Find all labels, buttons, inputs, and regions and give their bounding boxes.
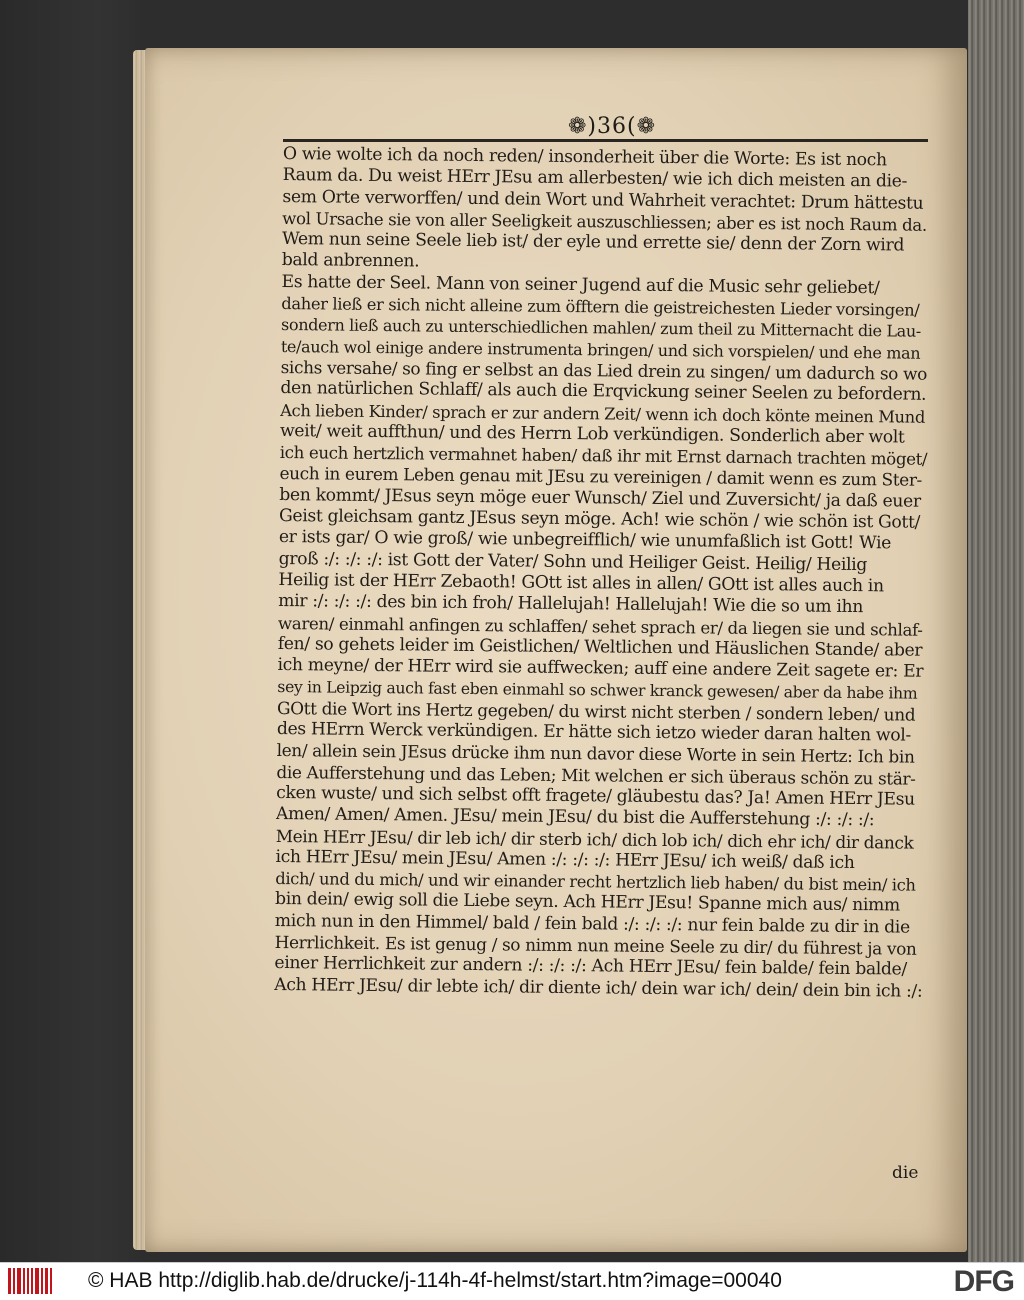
- text-line: sondern ließ auch zu unterschiedlichen mahlen/ zum theil zu Mitternacht die Lau-: [281, 315, 921, 342]
- footer-copyright: © HAB: [88, 1269, 153, 1292]
- text-line: er ists gar/ O wie groß/ wie unbegreifflich/ wie unumfaßlich ist Gott! Wie: [278, 527, 892, 554]
- text-line: Es hatte der Seel. Mann von seiner Jugend auf die Music sehr geliebet/: [281, 271, 880, 299]
- text-line: die Aufferstehung und das Leben; Mit welchen er sich überaus schön zu stär-: [276, 761, 916, 789]
- text-line: Wem nun seine Seele lieb ist/ der eyle und errette sie/ denn der Zorn wird: [281, 229, 905, 256]
- text-line: mich nun in den Himmel/ bald / fein bald :/: :/: :/: nur fein balde zu dir in die: [274, 910, 910, 938]
- text-line: Amen/ Amen/ Amen. JEsu/ mein JEsu/ du bist die Aufferstehung :/: :/: :/:: [275, 804, 875, 831]
- text-line: Geist gleichsam gantz JEsus seyn möge. Ach! wie schön / wie schön ist Gott/: [278, 506, 921, 533]
- footer-citation: [88, 1267, 782, 1295]
- header-rule: [283, 139, 928, 142]
- text-line: waren/ einmahl anfingen zu schlaffen/ sehet sprach er/ da liegen sie und schlaf-: [277, 613, 923, 640]
- text-line: fen/ so gehets leider im Geistlichen/ Weltlichen und Häuslichen Stande/ aber: [277, 633, 923, 661]
- text-line: ich HErr JEsu/ mein JEsu/ Amen :/: :/: :/: HErr JEsu/ ich weiß/ daß ich: [275, 846, 855, 873]
- text-line: ben kommt/ JEsus seyn möge euer Wunsch/ Ziel und Zuversicht/ ja daß euer: [279, 484, 921, 512]
- text-line: te/auch wol einige andere instrumenta bringen/ und sich vorspielen/ und ehe man: [280, 336, 921, 363]
- page-number: ❁)36(❁: [567, 114, 657, 139]
- backdrop-left: [0, 0, 140, 1262]
- text-line: den natürlichen Schlaff/ als auch die Erqvickung seiner Seelen zu befordern.: [280, 378, 927, 406]
- text-line: len/ allein sein JEsus drücke ihm nun davor diese Worte in sein Hertz: Ich bin: [276, 740, 915, 767]
- text-line: O wie wolte ich da noch reden/ insonderheit über die Worte: Es ist noch: [282, 144, 887, 171]
- text-line: Ach HErr JEsu/ dir lebte ich/ dir diente ich/ dein war ich/ dein/ dein bin ich :/:: [274, 974, 923, 1002]
- text-line: bald anbrennen.: [281, 250, 420, 272]
- text-line: einer Herrlichkeit zur andern :/: :/: :/: Ach HErr JEsu/ fein balde/ fein balde/: [274, 953, 907, 980]
- text-line: dich/ und du mich/ und wir einander recht hertzlich lieb haben/ du bist mein/ ich: [275, 869, 916, 895]
- text-line: mir :/: :/: :/: des bin ich froh/ Hallelujah! Hallelujah! Wie die so um ihn: [278, 591, 864, 618]
- text-line: des HErrn Werck verkündigen. Er hätte sich ietzo wieder daran halten wol-: [276, 718, 912, 746]
- footer-url-link[interactable]: http://diglib.hab.de/drucke/j-114h-4f-helmst/start.htm?image=00040: [158, 1269, 782, 1292]
- dfg-logo: DFG: [953, 1265, 1014, 1298]
- text-line: sichs versahe/ so fing er selbst an das Lied drein zu singen/ um dadurch so wo: [280, 356, 928, 384]
- text-line: Ach lieben Kinder/ sprach er zur andern Zeit/ wenn ich doch könte meinen Mund: [280, 400, 926, 427]
- text-line: Heilig ist der HErr Zebaoth! GOtt ist alles in allen/ GOtt ist alles auch in: [278, 569, 884, 597]
- book-edge-right: [968, 0, 1024, 1262]
- text-line: wol Ursache sie von aller Seeligkeit auszuschliessen; aber es ist noch Raum da.: [282, 208, 927, 235]
- hab-barcode-logo-icon: [8, 1268, 52, 1294]
- text-line: GOtt die Wort ins Hertz gegeben/ du wirst nicht sterben / sondern leben/ und: [276, 697, 916, 725]
- text-line: euch in eurem Leben genau mit JEsu zu vereinigen / damit wenn es zum Ster-: [279, 463, 923, 491]
- text-line: Herrlichkeit. Es ist genug / so nimm nun meine Seele zu dir/ du führest ja von: [274, 931, 917, 959]
- text-line: groß :/: :/: :/: ist Gott der Vater/ Sohn und Heiliger Geist. Heilig/ Heilig: [278, 548, 868, 575]
- text-line: cken wuste/ und sich selbst offt fragete/ gläubestu das? Ja! Amen HErr JEsu: [276, 782, 915, 810]
- text-line: bin dein/ ewig soll die Liebe seyn. Ach HErr JEsu! Spanne mich aus/ nimm: [274, 889, 901, 916]
- text-line: ich meyne/ der HErr wird sie auffwecken; auff eine andere Zeit sagete er: Er: [277, 655, 924, 682]
- text-line: Raum da. Du weist HErr JEsu am allerbesten/ wie ich dich meisten an die-: [282, 165, 908, 192]
- text-line: Mein HErr JEsu/ dir leb ich/ dir sterb ich/ dich lob ich/ dich ehr ich/ dir danck: [275, 825, 914, 853]
- text-line: sem Orte verworffen/ und dein Wort und Wahrheit verachtet: Drum hättestu: [282, 186, 924, 214]
- text-line: daher ließ er sich nicht alleine zum öfftern die geistreichesten Lieder vorsingen/: [281, 294, 920, 320]
- text-line: sey in Leipzig auch fast eben einmahl so schwer kranck gewesen/ aber da habe ihm: [277, 677, 918, 704]
- text-line: ich euch hertzlich vermahnet haben/ daß ihr mit Ernst darnach trachten möget/: [279, 443, 928, 469]
- text-line: weit/ weit auffthun/ und des Herrn Lob verkündigen. Sonderlich aber wolt: [279, 420, 905, 448]
- footer-bar: [0, 1262, 1024, 1300]
- catchword: die: [892, 1163, 919, 1183]
- page-text-block: [274, 144, 931, 1003]
